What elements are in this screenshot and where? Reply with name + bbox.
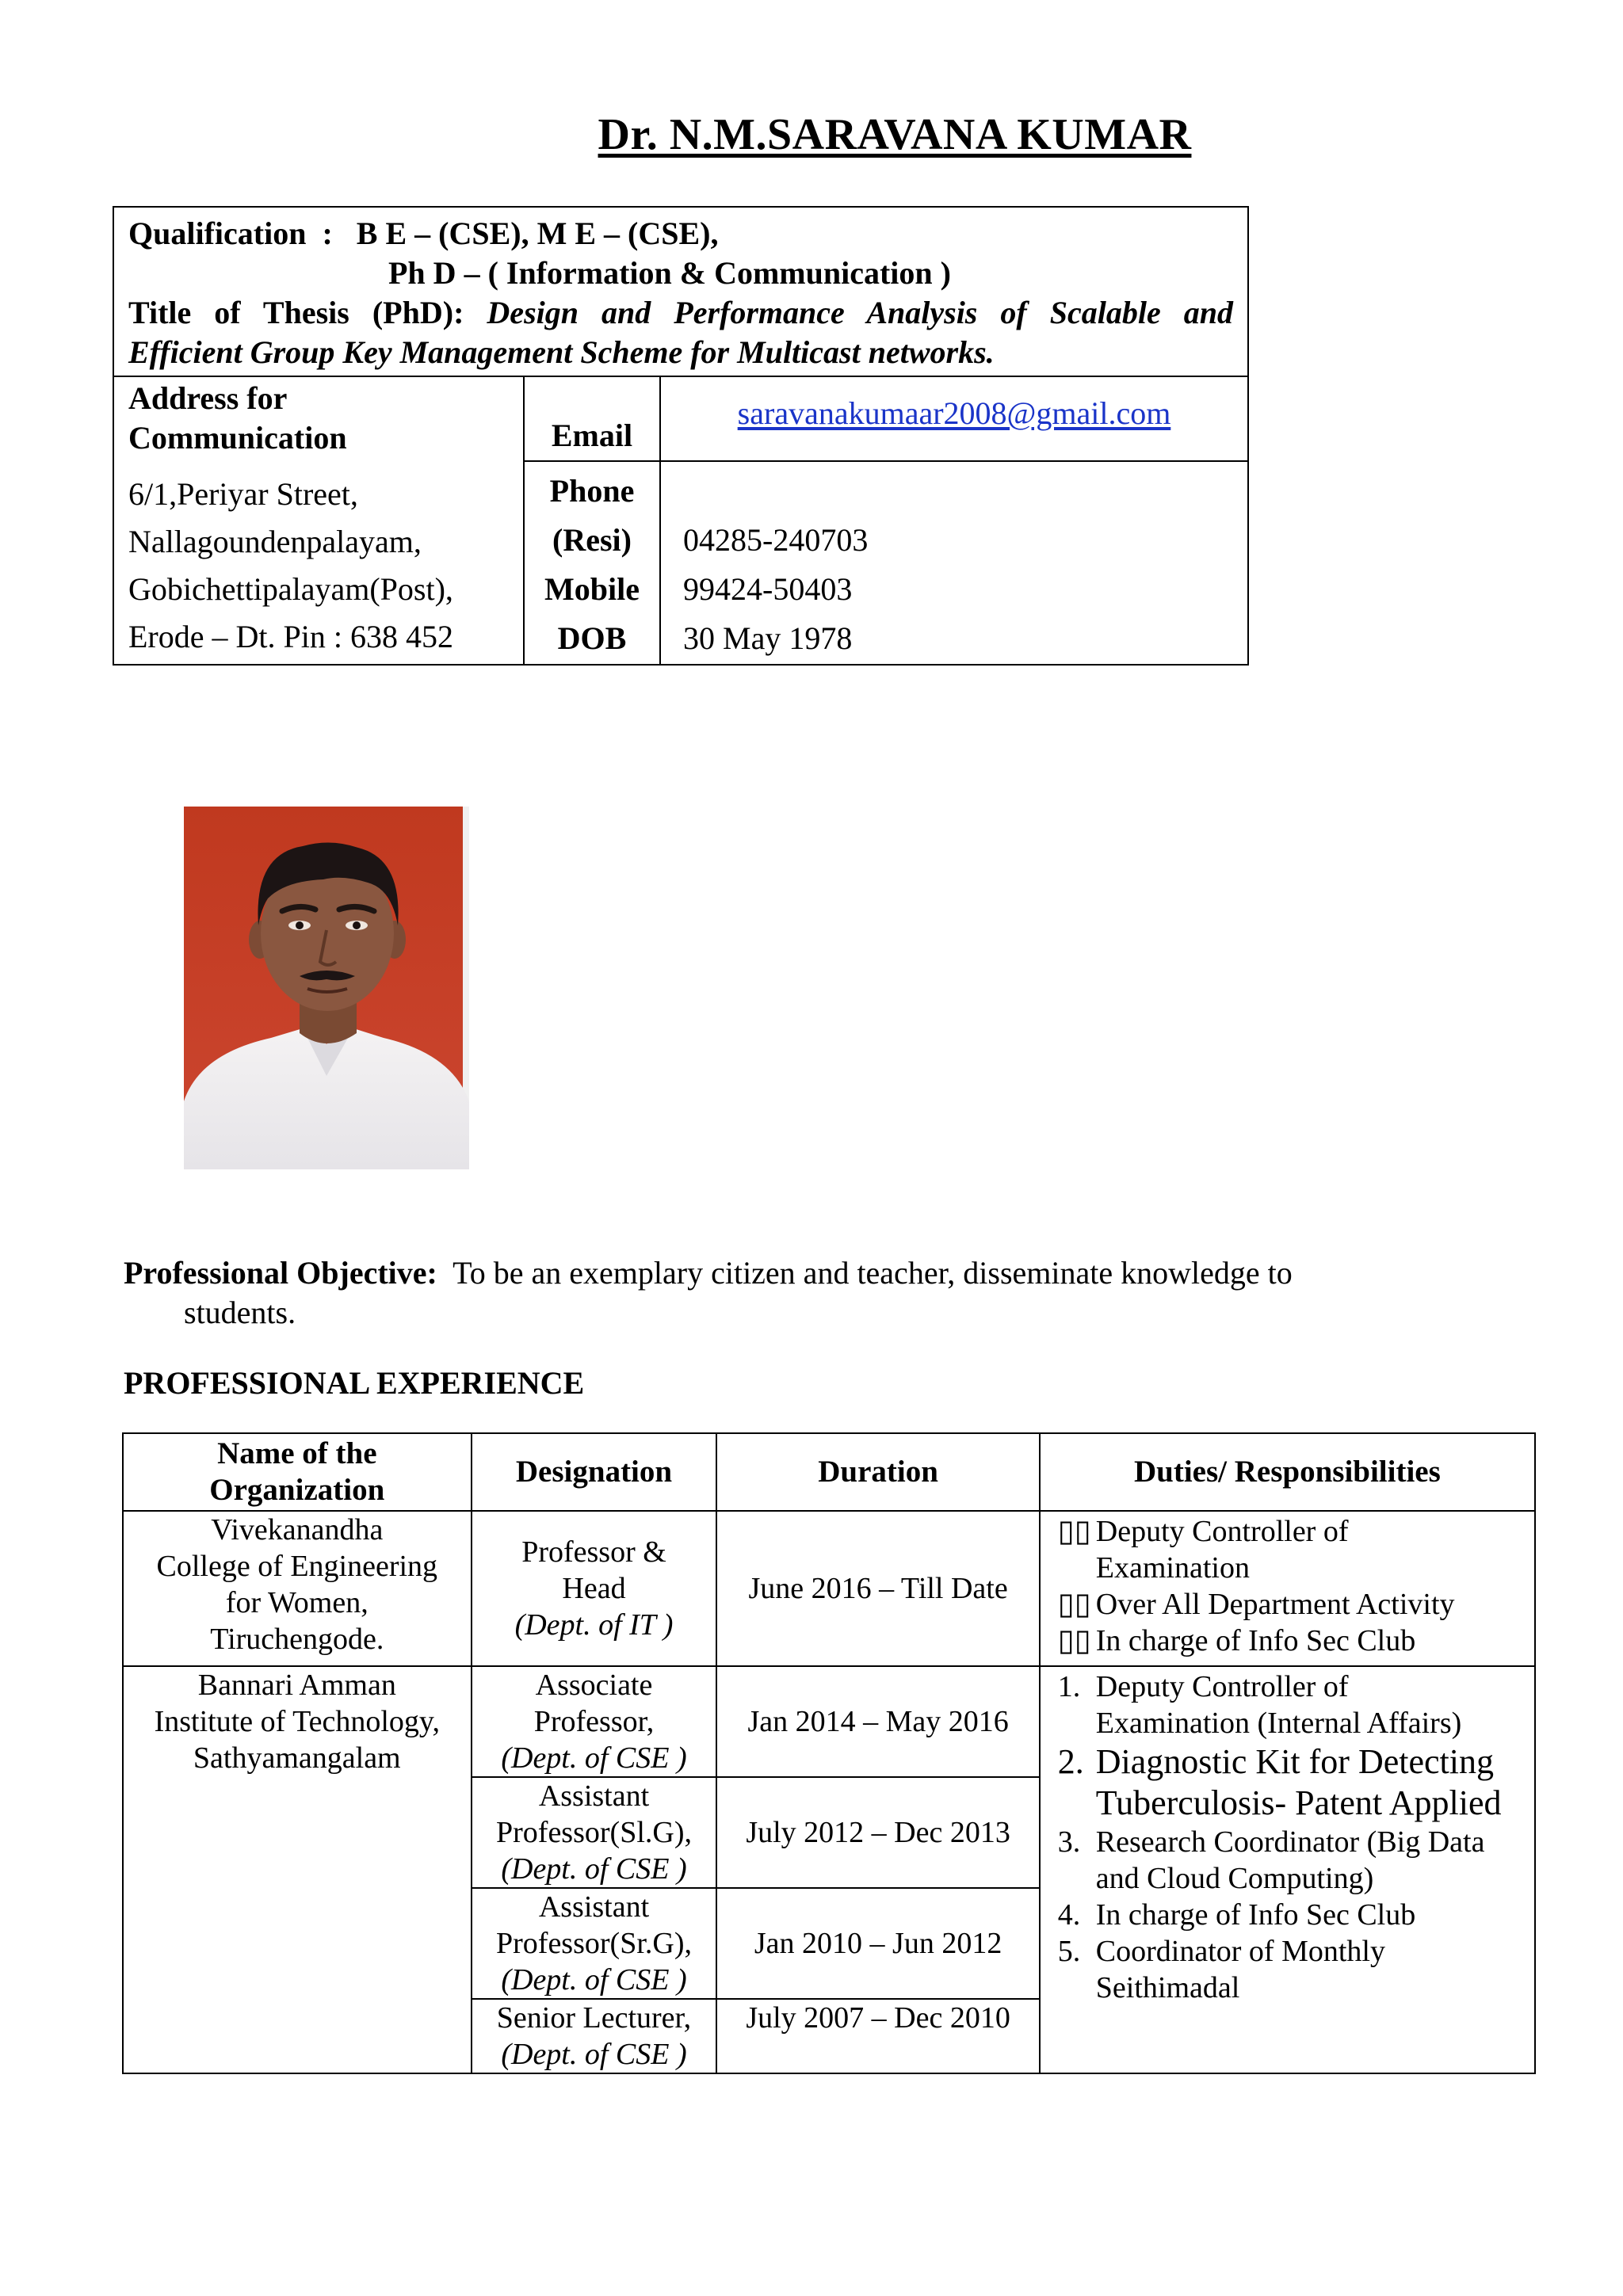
mobile-label: Mobile: [544, 571, 640, 607]
address-heading-1: Address for: [128, 380, 288, 416]
org-line: Tiruchengode.: [210, 1623, 384, 1656]
address-line: Gobichettipalayam(Post),: [128, 571, 453, 607]
phone-value: 04285-240703: [683, 522, 869, 558]
mobile-value: 99424-50403: [683, 571, 853, 607]
designation-line: Assistant: [538, 1779, 650, 1813]
table-row: [123, 1511, 1535, 1666]
qualification-label: Qualification: [128, 215, 307, 251]
professional-objective: [124, 1253, 1503, 1333]
org-line: Sathyamangalam: [193, 1741, 401, 1775]
address-line: 6/1,Periyar Street,: [128, 476, 358, 512]
objective-text-1: To be an exemplary citizen and teacher, disseminate knowledge to: [453, 1255, 1293, 1291]
designation-line: Professor,: [533, 1705, 655, 1738]
duration-cell: Jan 2010 – Jun 2012: [716, 1888, 1039, 1999]
header-duration: Duration: [716, 1433, 1039, 1511]
table-row: [123, 1666, 1535, 1777]
cv-name: Dr. N.M.SARAVANA KUMAR: [598, 110, 1192, 159]
list-item: ▯▯ Over All Department Activity: [1057, 1588, 1455, 1621]
email-link[interactable]: saravanakumaar2008@gmail.com: [737, 395, 1171, 431]
personal-info-table: [113, 206, 1249, 666]
department: (Dept. of CSE ): [501, 1741, 687, 1775]
designation-line: Senior Lecturer,: [496, 2001, 692, 2035]
list-item: ▯▯ In charge of Info Sec Club: [1057, 1624, 1416, 1657]
phone-label-1: Phone: [549, 473, 635, 509]
header-organization: [123, 1433, 472, 1511]
checkbox-bullet-icon: ▯▯: [1057, 1624, 1091, 1657]
experience-table: [122, 1432, 1536, 2074]
profile-photo: [184, 807, 469, 1169]
list-item: 2. Diagnostic Kit for Detecting Tuberculosis- Patent Applied: [1057, 1742, 1502, 1822]
list-item: 5. Coordinator of Monthly Seithimadal: [1057, 1935, 1385, 2004]
qualification-line-2: Ph D – ( Information & Communication ): [388, 255, 951, 291]
list-item: ▯▯ Deputy Controller of Examination: [1057, 1515, 1349, 1585]
org-line: College of Engineering: [156, 1550, 438, 1583]
thesis-label: Title of Thesis (PhD):: [128, 295, 464, 330]
designation-line: Head: [562, 1572, 626, 1605]
contact-labels: [524, 461, 660, 665]
header-org-line-2: Organization: [209, 1473, 385, 1507]
department: (Dept. of CSE ): [501, 1852, 687, 1886]
dob-label: DOB: [557, 620, 627, 656]
designation-line: Assistant: [538, 1890, 650, 1924]
duration-cell: July 2012 – Dec 2013: [716, 1777, 1039, 1888]
duties-cell: [1040, 1511, 1535, 1666]
org-line: Institute of Technology,: [154, 1705, 440, 1738]
qualification-cell: Qualification : B E – (CSE), M E – (CSE), Ph D – ( Information & Communication ) Title of Thesis (PhD): Design and Performance Analysis of Scalable and Efficient Group Key Management Scheme for Multicast networks.: [113, 207, 1248, 376]
designation-cell: [472, 1666, 717, 1777]
address-line: Nallagoundenpalayam,: [128, 524, 422, 559]
objective-label: Professional Objective:: [124, 1255, 437, 1291]
designation-cell: [472, 1511, 717, 1666]
contact-values: [660, 461, 1248, 665]
experience-heading: PROFESSIONAL EXPERIENCE: [124, 1365, 585, 1401]
header-org-line-1: Name of the: [217, 1436, 377, 1470]
designation-cell: [472, 1777, 717, 1888]
duration-cell: June 2016 – Till Date: [716, 1511, 1039, 1666]
dob-value: 30 May 1978: [683, 620, 853, 656]
email-cell: [660, 376, 1248, 461]
list-item: 1. Deputy Controller of Examination (Internal Affairs): [1057, 1670, 1462, 1740]
department: (Dept. of CSE ): [501, 2038, 687, 2071]
portrait-image: [184, 807, 469, 1169]
designation-line: Associate: [535, 1669, 653, 1702]
qualification-line-1: B E – (CSE), M E – (CSE),: [356, 215, 719, 251]
org-line: Vivekanandha: [211, 1513, 384, 1547]
thesis-title-line-1: Design and Performance Analysis of Scalable and: [487, 295, 1234, 330]
designation-line: Professor(Sr.G),: [496, 1927, 692, 1960]
experience-header-row: [123, 1433, 1535, 1511]
header-designation: Designation: [472, 1433, 717, 1511]
list-item: 3. Research Coordinator (Big Data and Cloud Computing): [1057, 1825, 1485, 1895]
duration-cell: July 2007 – Dec 2010: [716, 1999, 1039, 2073]
org-line: Bannari Amman: [197, 1669, 396, 1702]
organization-cell: [123, 1666, 472, 2073]
address-line: Erode – Dt. Pin : 638 452: [128, 619, 453, 654]
designation-cell: [472, 1999, 717, 2073]
designation-line: Professor &: [521, 1535, 666, 1569]
duties-cell: [1040, 1666, 1535, 2073]
phone-label-2: (Resi): [552, 522, 632, 558]
designation-cell: [472, 1888, 717, 1999]
designation-line: Professor(Sl.G),: [496, 1816, 692, 1849]
organization-cell: [123, 1511, 472, 1666]
org-line: for Women,: [225, 1586, 369, 1619]
department: (Dept. of CSE ): [501, 1963, 687, 1997]
header-duties: Duties/ Responsibilities: [1040, 1433, 1535, 1511]
address-cell: [113, 376, 524, 665]
objective-text-2: students.: [184, 1295, 296, 1330]
department: (Dept. of IT ): [514, 1608, 674, 1642]
address-heading-2: Communication: [128, 420, 347, 456]
email-label: Email: [524, 376, 660, 461]
checkbox-bullet-icon: ▯▯: [1057, 1515, 1091, 1548]
duration-cell: Jan 2014 – May 2016: [716, 1666, 1039, 1777]
checkbox-bullet-icon: ▯▯: [1057, 1588, 1091, 1621]
list-item: 4. In charge of Info Sec Club: [1057, 1898, 1416, 1932]
thesis-title-line-2: Efficient Group Key Management Scheme for Multicast networks.: [128, 334, 995, 370]
